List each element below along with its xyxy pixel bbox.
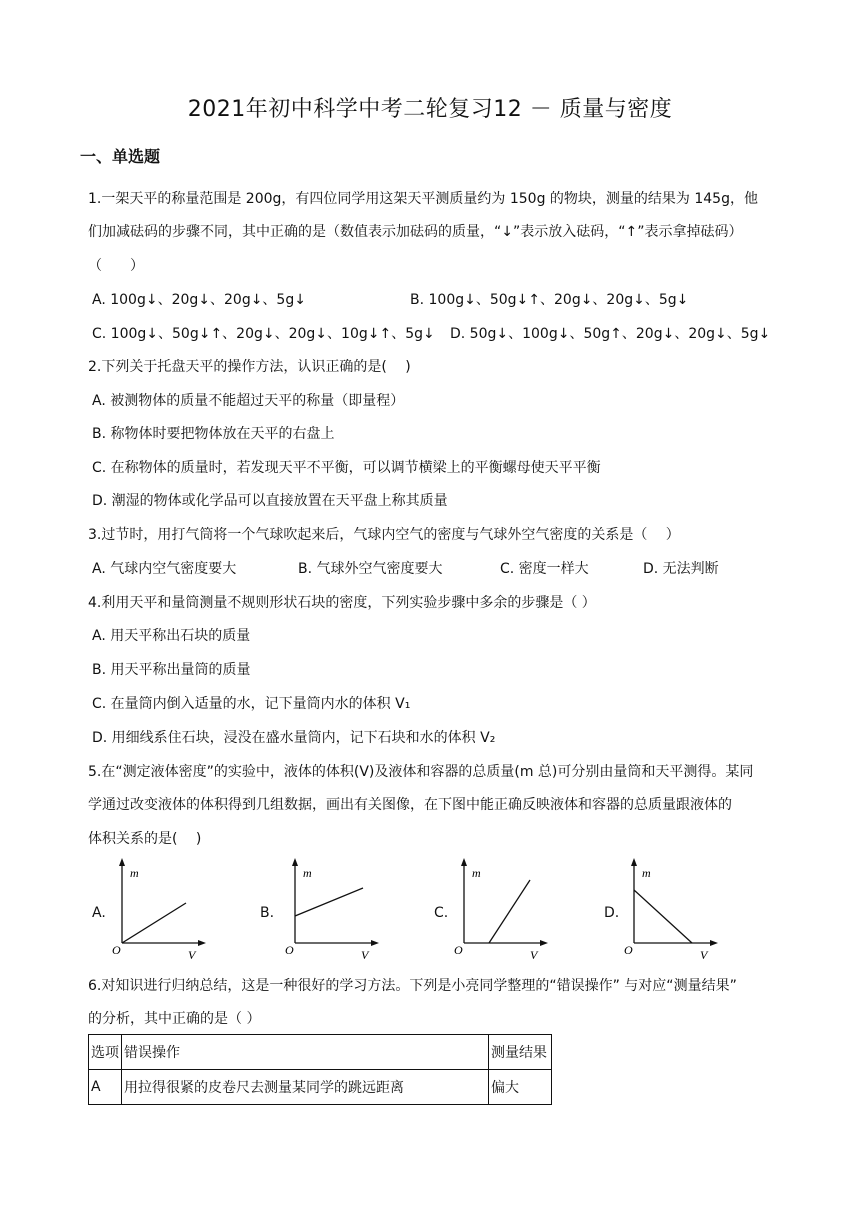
q4-option-b: B. 用天平称出量筒的质量 bbox=[92, 662, 251, 678]
q2-option-a: A. 被测物体的质量不能超过天平的称量（即量程） bbox=[92, 393, 405, 409]
q5-stem-line2: 学通过改变液体的体积得到几组数据，画出有关图像，在下图中能正确反映液体和容器的总质量跟液体的 bbox=[88, 797, 732, 813]
q1-option-a: A. 100g↓、20g↓、20g↓、5g↓ bbox=[92, 292, 306, 308]
q2-stem: 2.下列关于托盘天平的操作方法，认识正确的是( ) bbox=[88, 359, 411, 375]
graph-d-line bbox=[634, 890, 692, 943]
q2-option-b: B. 称物体时要把物体放在天平的右盘上 bbox=[92, 426, 335, 442]
graph-a-axis-x: V bbox=[188, 948, 196, 960]
q4-option-a: A. 用天平称出石块的质量 bbox=[92, 628, 251, 644]
graph-b-axis-x: V bbox=[361, 948, 369, 960]
error-analysis-table bbox=[88, 1034, 552, 1105]
table-header-cell: 测量结果 bbox=[489, 1035, 552, 1070]
q1-option-b: B. 100g↓、50g↓↑、20g↓、20g↓、5g↓ bbox=[410, 292, 689, 308]
graph-a-origin: O bbox=[112, 943, 121, 957]
graph-c-line bbox=[489, 880, 530, 943]
graph-b-axis-y: m bbox=[303, 866, 312, 880]
q3-option-a: A. 气球内空气密度要大 bbox=[92, 561, 237, 577]
graph-a bbox=[110, 855, 210, 960]
page-title: 2021年初中科学中考二轮复习12 － 质量与密度 bbox=[187, 97, 673, 122]
q3-option-d: D. 无法判断 bbox=[643, 561, 719, 577]
q6-stem-line2: 的分析，其中正确的是（ ） bbox=[88, 1011, 261, 1027]
q4-option-d: D. 用细线系住石块，浸没在盛水量筒内，记下石块和水的体积 V₂ bbox=[92, 730, 496, 746]
table-cell: 偏大 bbox=[489, 1070, 552, 1105]
table-header-cell: 选项 bbox=[89, 1035, 122, 1070]
q2-option-c: C. 在称物体的质量时，若发现天平不平衡，可以调节横梁上的平衡螺母使天平平衡 bbox=[92, 460, 601, 476]
graph-a-line bbox=[122, 903, 186, 943]
graph-c-axis-x: V bbox=[530, 948, 538, 960]
q1-stem-line3: （ ） bbox=[88, 258, 144, 274]
graph-a-axis-y: m bbox=[130, 866, 139, 880]
q1-option-c: C. 100g↓、50g↓↑、20g↓、20g↓、10g↓↑、5g↓ bbox=[92, 326, 435, 342]
graph-a-label: A. bbox=[92, 905, 106, 921]
graph-b-line bbox=[295, 888, 363, 916]
table-header-row bbox=[89, 1035, 552, 1070]
q3-option-c: C. 密度一样大 bbox=[500, 561, 589, 577]
q3-stem: 3.过节时，用打气筒将一个气球吹起来后，气球内空气的密度与气球外空气密度的关系是（ ） bbox=[88, 527, 680, 543]
graph-d bbox=[622, 855, 722, 960]
table-row bbox=[89, 1070, 552, 1105]
graph-b bbox=[283, 855, 383, 960]
q3-option-b: B. 气球外空气密度要大 bbox=[298, 561, 443, 577]
q6-stem-line1: 6.对知识进行归纳总结，这是一种很好的学习方法。下列是小亮同学整理的“错误操作” 与对应“测量结果” bbox=[88, 978, 737, 994]
graph-c bbox=[452, 855, 552, 960]
q1-stem-line1: 1.一架天平的称量范围是 200g，有四位同学用这架天平测质量约为 150g 的物块，测量的结果为 145g，他 bbox=[88, 191, 758, 207]
section-heading: 一、单选题 bbox=[80, 147, 161, 166]
graph-d-origin: O bbox=[624, 943, 633, 957]
q5-stem-line1: 5.在“测定液体密度”的实验中，液体的体积(V)及液体和容器的总质量(m 总)可分别由量筒和天平测得。某同 bbox=[88, 764, 754, 780]
q4-stem: 4.利用天平和量筒测量不规则形状石块的密度，下列实验步骤中多余的步骤是（ ） bbox=[88, 595, 596, 611]
graph-d-axis-x: V bbox=[700, 948, 708, 960]
q2-option-d: D. 潮湿的物体或化学品可以直接放置在天平盘上称其质量 bbox=[92, 493, 448, 509]
graph-d-label: D. bbox=[604, 905, 620, 921]
graph-b-label: B. bbox=[260, 905, 275, 921]
table-header-cell: 错误操作 bbox=[122, 1035, 489, 1070]
table-cell: 用拉得很紧的皮卷尺去测量某同学的跳远距离 bbox=[122, 1070, 489, 1105]
graph-c-label: C. bbox=[434, 905, 449, 921]
graph-d-axis-y: m bbox=[642, 866, 651, 880]
table-cell: A bbox=[89, 1070, 122, 1105]
q4-option-c: C. 在量筒内倒入适量的水，记下量筒内水的体积 V₁ bbox=[92, 696, 411, 712]
q1-option-d: D. 50g↓、100g↓、50g↑、20g↓、20g↓、5g↓ bbox=[450, 326, 771, 342]
graph-c-origin: O bbox=[454, 943, 463, 957]
graph-b-origin: O bbox=[285, 943, 294, 957]
graph-c-axis-y: m bbox=[472, 866, 481, 880]
q1-stem-line2: 们加减砝码的步骤不同，其中正确的是（数值表示加砝码的质量，“↓”表示放入砝码，“↑”表示拿掉砝码） bbox=[88, 224, 743, 240]
q5-stem-line3: 体积关系的是( ) bbox=[88, 831, 202, 847]
